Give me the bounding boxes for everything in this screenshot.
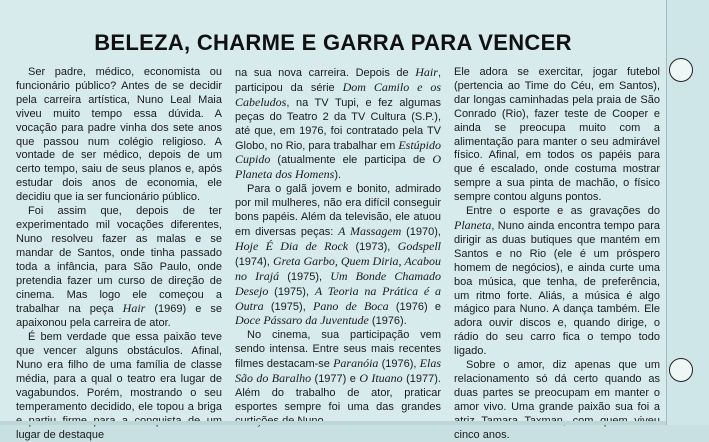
title-dom-camilo: Dom Camilo e os Cabeludos <box>235 79 441 109</box>
title-elas-sao-do-baralho: Elas São do Baralho <box>235 356 441 386</box>
text-run: Foi assim que, depois de ter experimentado mil vocações diferentes, Nuno resolveu fazer as malas e se mandar de Santos, onde tinha passado toda a infância, para São Paulo, onde pretendia fazer um curso de direção de cinema. Mas logo ele começou a trabalhar na peça <box>16 205 222 316</box>
text-run: ). <box>334 169 342 182</box>
text-run: , na TV Tupi, e fez algumas peças do Teatro 2 da TV Cultura (S.P.), até que, em 1976, foi contratado pela TV Globo, no Rio, para trabalhar em <box>235 96 441 152</box>
text-run: , Nuno ainda encontra tempo para dirigir as duas butiques que mantém em Santos e no Rio (ele é um próspero homem de negócios), e ainda curte uma boa música, que tenha, de preferência, um ritmo forte. Aliás, a música é algo mágico para Nuno. A dança também. Ele adora ouvir discos e, quando dirige, o rádio do seu carro fica o tempo todo ligado. <box>454 219 660 358</box>
text-run: (1975), <box>268 285 315 298</box>
text-run: (1977) e <box>311 373 360 386</box>
article-body <box>16 65 662 441</box>
title-greta-garbo: Greta Garbo, Quem Diria, Acabou no Irajá <box>235 253 441 283</box>
paragraph: Ele adora se exercitar, jogar futebol (pertencia ao Time do Céu, em Santos), dar longas caminhadas pela praia de São Conrado (Rio), fazer teste de Cooper e ainda se preocupa muito com a alimentação para manter o seu admirável físico. Afinal, em todos os papéis para que é escalado, onde costuma mostrar sempre a sua pinta de machão, o físico sempre contou alguns pontos. <box>454 66 660 204</box>
title-paranoia: Paranóia <box>333 356 379 371</box>
paragraph: Ser padre, médico, economista ou funcionário público? Antes de se decidir pela carreira artística, Nuno Leal Maia viveu muito tempo essa dúvida. A vocação para padre vinha dos sete anos que passou num colégio religioso. A vontade de ser médico, depois de um certo tempo, saiu de seus planos e, após estudar dois anos de economia, ele decidiu que ia ser funcionário público. <box>16 66 222 204</box>
article-column-2 <box>235 66 441 422</box>
text-run: (1973), <box>348 240 398 253</box>
article-column-3 <box>454 66 660 441</box>
title-planeta-dos-homens: O Planeta dos Homens <box>235 152 441 182</box>
paragraph <box>235 329 441 428</box>
text-run: (1970), <box>401 225 441 238</box>
title-bonde: Um Bonde Chamado Desejo <box>235 268 441 298</box>
text-run: (1976), <box>378 358 420 371</box>
text-run: (1977). Além do trabalho de ator, praticar esportes sempre foi uma das grandes <box>235 373 441 413</box>
paragraph: É bem verdade que essa paixão teve que vencer alguns obstáculos. Afinal, Nuno era filho de uma família de classe média, para a qual o teatro era lugar de vagabundos. Porém, mostrando o seu temperamento decidido, ele topou a briga lugar de destaque <box>16 331 222 441</box>
paragraph <box>16 205 222 331</box>
text-run: Entre o esporte e as gravações do <box>466 205 660 218</box>
title-hair: Hair <box>415 65 438 79</box>
paragraph <box>235 66 441 183</box>
punch-hole-top <box>669 58 693 82</box>
text-run: (atualmente ele participa de <box>270 154 433 167</box>
text-run: (1975), <box>279 270 331 283</box>
text-run: Para o galã jovem e bonito, admirado por mil mulheres, não era difícil conseguir bons papéis. Além da televisão, ele atuou em diversas peças: <box>235 183 441 238</box>
title-pano-de-boca: Pano de Boca <box>312 298 389 313</box>
text-run: , participou da série <box>235 67 441 94</box>
article-column-1 <box>16 66 223 441</box>
punch-hole-bottom <box>669 358 693 382</box>
paragraph: Sobre o amor, diz apenas que um relacionamento só dá certo quando as duas partes se preocupam em manter o amor vivo. Uma grande paixão sua foi a cinco anos. <box>454 359 660 441</box>
title-massagem: A Massagem <box>338 223 402 238</box>
title-hoje-e-dia-de-rock: Hoje É Dia de Rock <box>235 238 349 253</box>
article-headline: BELEZA, CHARME E GARRA PARA VENCER <box>94 30 572 55</box>
title-doce-passaro: Doce Pássaro da Juventude <box>235 313 369 328</box>
paragraph <box>235 183 441 329</box>
text-run: (1976). <box>368 315 407 328</box>
title-estupido-cupido: Estúpido Cupido <box>235 137 441 167</box>
title-teoria: A Teoria na Prática é a Outra <box>235 283 441 313</box>
text-run: (1974), <box>235 255 273 268</box>
text-run: (1969) e se apaixonou pela carreira de ator. <box>16 303 223 330</box>
text-run: na sua nova carreira. Depois de <box>235 67 416 79</box>
text-run: (1975), <box>263 300 313 313</box>
title-godspell: Godspell <box>397 238 442 253</box>
text-run: (1976) e <box>388 300 442 313</box>
title-planeta: Planeta <box>454 217 492 232</box>
page-bottom-edge <box>0 421 666 425</box>
text-run: No cinema, sua participação vem sendo intensa. Entre seus mais recentes filmes destacam-se <box>235 329 441 371</box>
title-hair: Hair <box>122 301 146 316</box>
title-o-ituano: O Ituano <box>359 371 403 386</box>
paragraph <box>454 205 660 359</box>
